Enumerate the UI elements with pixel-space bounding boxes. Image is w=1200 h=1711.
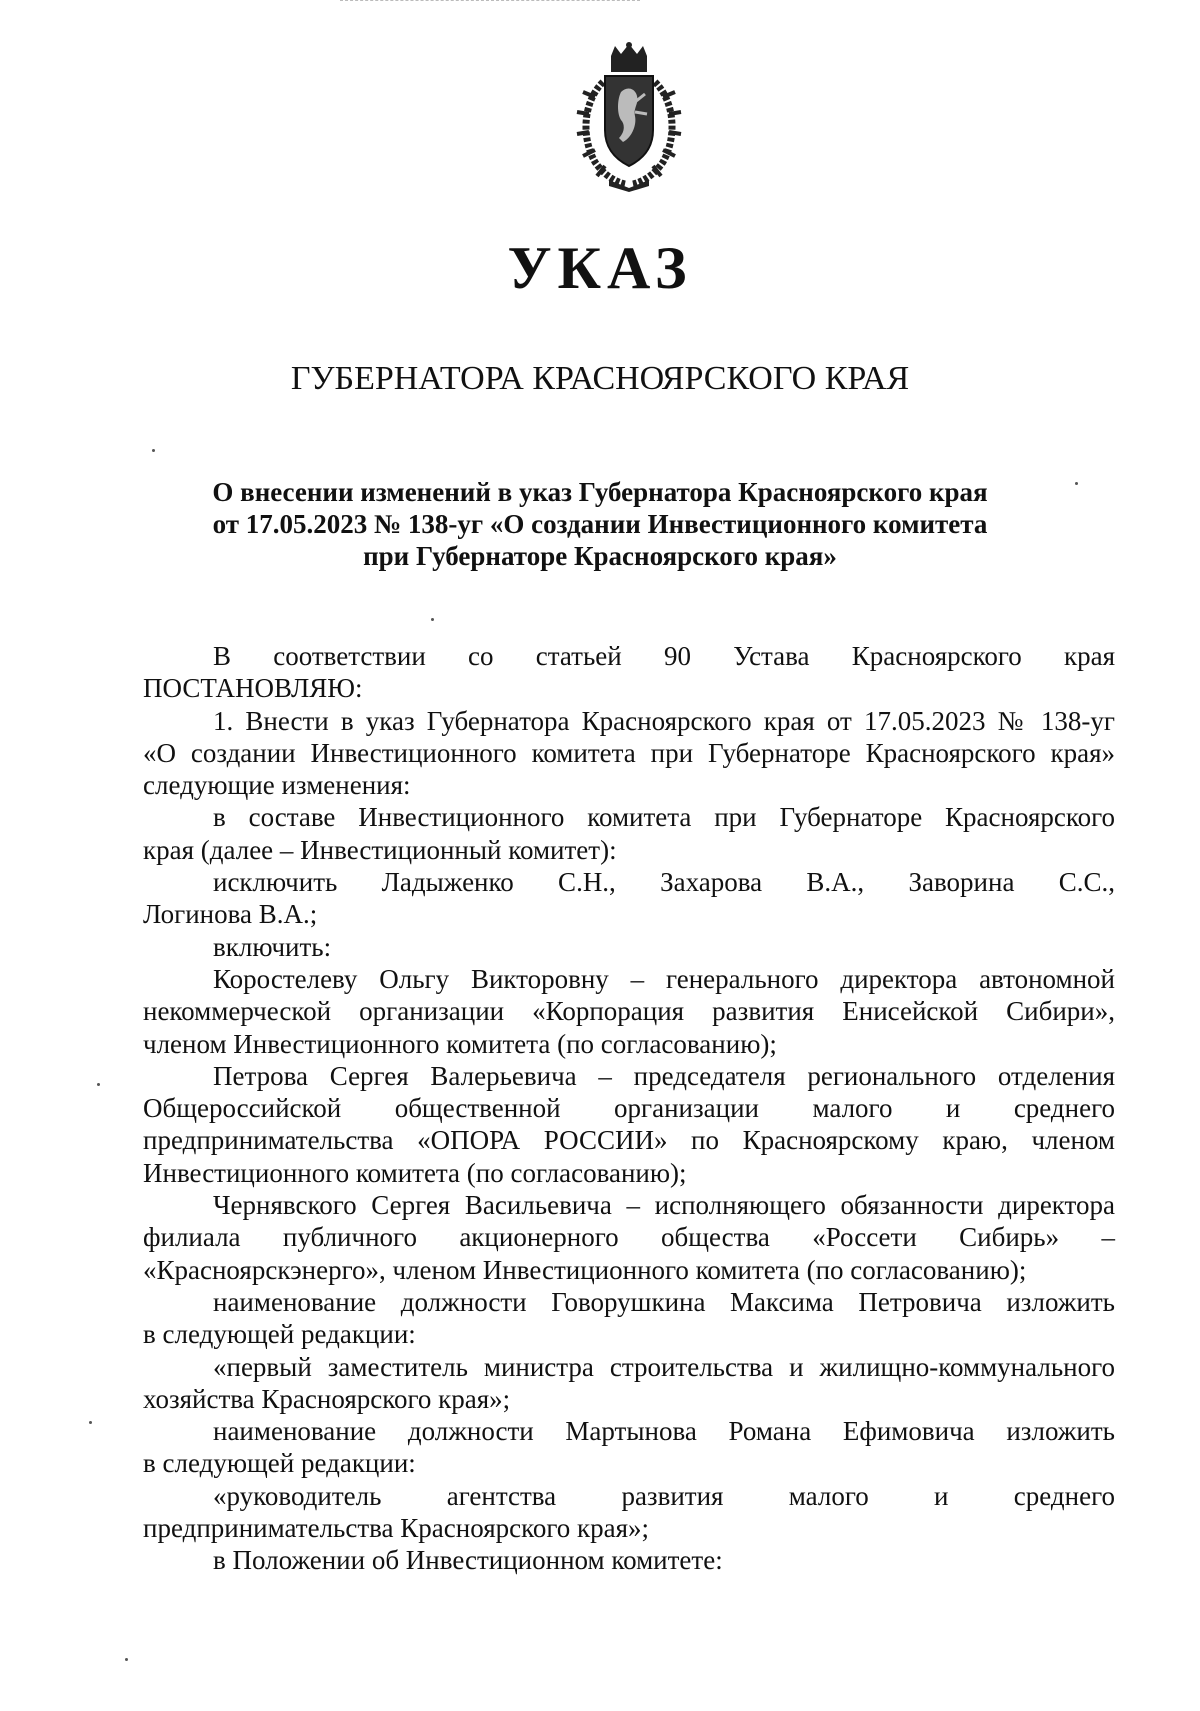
paragraph-korosteleva	[143, 963, 1115, 1060]
text-line: 1. Внести в указ Губернатора Красноярского края от 17.05.2023 № 138-уг	[213, 705, 1115, 736]
text-line: ПОСТАНОВЛЯЮ:	[143, 673, 363, 704]
text-line: членом Инвестиционного комитета (по согласованию);	[143, 1028, 777, 1059]
text-line: предпринимательства Красноярского края»;	[143, 1513, 650, 1544]
text-line: края (далее – Инвестиционный комитет):	[143, 834, 617, 865]
text-line: «О создании Инвестиционного комитета при Губернаторе Красноярского края»	[143, 737, 1115, 768]
text-line: Общероссийской общественной организации малого и среднего	[143, 1093, 1115, 1124]
text-line: в следующей редакции:	[143, 1319, 416, 1350]
text-line: в следующей редакции:	[143, 1448, 416, 1479]
document-heading: УКАЗ	[507, 235, 693, 301]
scan-speck	[431, 618, 434, 621]
paragraph-item-1	[143, 705, 1115, 802]
text-line: «первый заместитель министра строительства и жилищно-коммунального	[213, 1351, 1115, 1382]
paragraph-govorushkin-title	[143, 1351, 1115, 1416]
paragraph-composition	[143, 801, 1115, 866]
paragraph-petrov	[143, 1060, 1115, 1189]
paragraph-regulation	[143, 1544, 1115, 1576]
coat-of-arms-emblem	[573, 42, 685, 192]
document-subheading: ГУБЕРНАТОРА КРАСНОЯРСКОГО КРАЯ	[290, 360, 910, 397]
text-line: в составе Инвестиционного комитета при Губернаторе Красноярского	[213, 802, 1115, 833]
scan-edge-line	[340, 0, 640, 2]
text-line: хозяйства Красноярского края»;	[143, 1383, 511, 1414]
paragraph-martynov-title	[143, 1480, 1115, 1545]
paragraph-preamble	[143, 640, 1115, 705]
paragraph-govorushkin	[143, 1286, 1115, 1351]
text-line: «руководитель агентства развития малого и среднего	[213, 1480, 1115, 1511]
subject-line: от 17.05.2023 № 138-уг «О создании Инвестиционного комитета	[212, 509, 988, 539]
text-line: исключить Ладыженко С.Н., Захарова В.А., Заворина С.С.,	[213, 867, 1115, 898]
text-line: Чернявского Сергея Васильевича – исполняющего обязанности директора	[213, 1190, 1115, 1221]
text-line: Петрова Сергея Валерьевича – председателя регионального отделения	[213, 1060, 1115, 1091]
scan-speck	[1075, 482, 1078, 485]
subject-line: при Губернаторе Красноярского края»	[363, 541, 837, 571]
text-line: следующие изменения:	[143, 770, 411, 801]
text-line: включить:	[213, 931, 332, 962]
text-line: предпринимательства «ОПОРА РОССИИ» по Красноярскому краю, членом	[143, 1125, 1115, 1156]
scan-speck	[152, 449, 155, 452]
text-line: Инвестиционного комитета (по согласованию);	[143, 1157, 687, 1188]
text-line: В соответствии со статьей 90 Устава Красноярского края	[213, 641, 1115, 671]
text-line: наименование должности Мартынова Романа Ефимовича изложить	[213, 1416, 1115, 1447]
text-line: «Красноярскэнерго», членом Инвестиционного комитета (по согласованию);	[143, 1254, 1027, 1285]
document-subject	[180, 476, 1020, 572]
scan-speck	[125, 1658, 128, 1661]
text-line: некоммерческой организации «Корпорация развития Енисейской Сибири»,	[143, 996, 1115, 1027]
paragraph-martynov	[143, 1415, 1115, 1480]
text-line: Логинова В.А.;	[143, 899, 318, 930]
scan-speck	[89, 1421, 92, 1424]
document-body	[143, 640, 1115, 1577]
paragraph-include	[143, 931, 1115, 963]
text-line: Коростелеву Ольгу Викторовну – генерального директора автономной	[213, 963, 1115, 994]
paragraph-exclude	[143, 866, 1115, 931]
text-line: в Положении об Инвестиционном комитете:	[213, 1545, 723, 1576]
subject-line: О внесении изменений в указ Губернатора Красноярского края	[212, 477, 988, 507]
text-line: филиала публичного акционерного общества «Россети Сибирь» –	[143, 1222, 1115, 1253]
text-line: наименование должности Говорушкина Максима Петровича изложить	[213, 1286, 1115, 1317]
scan-speck	[97, 1083, 100, 1086]
paragraph-chernyavsky	[143, 1189, 1115, 1286]
